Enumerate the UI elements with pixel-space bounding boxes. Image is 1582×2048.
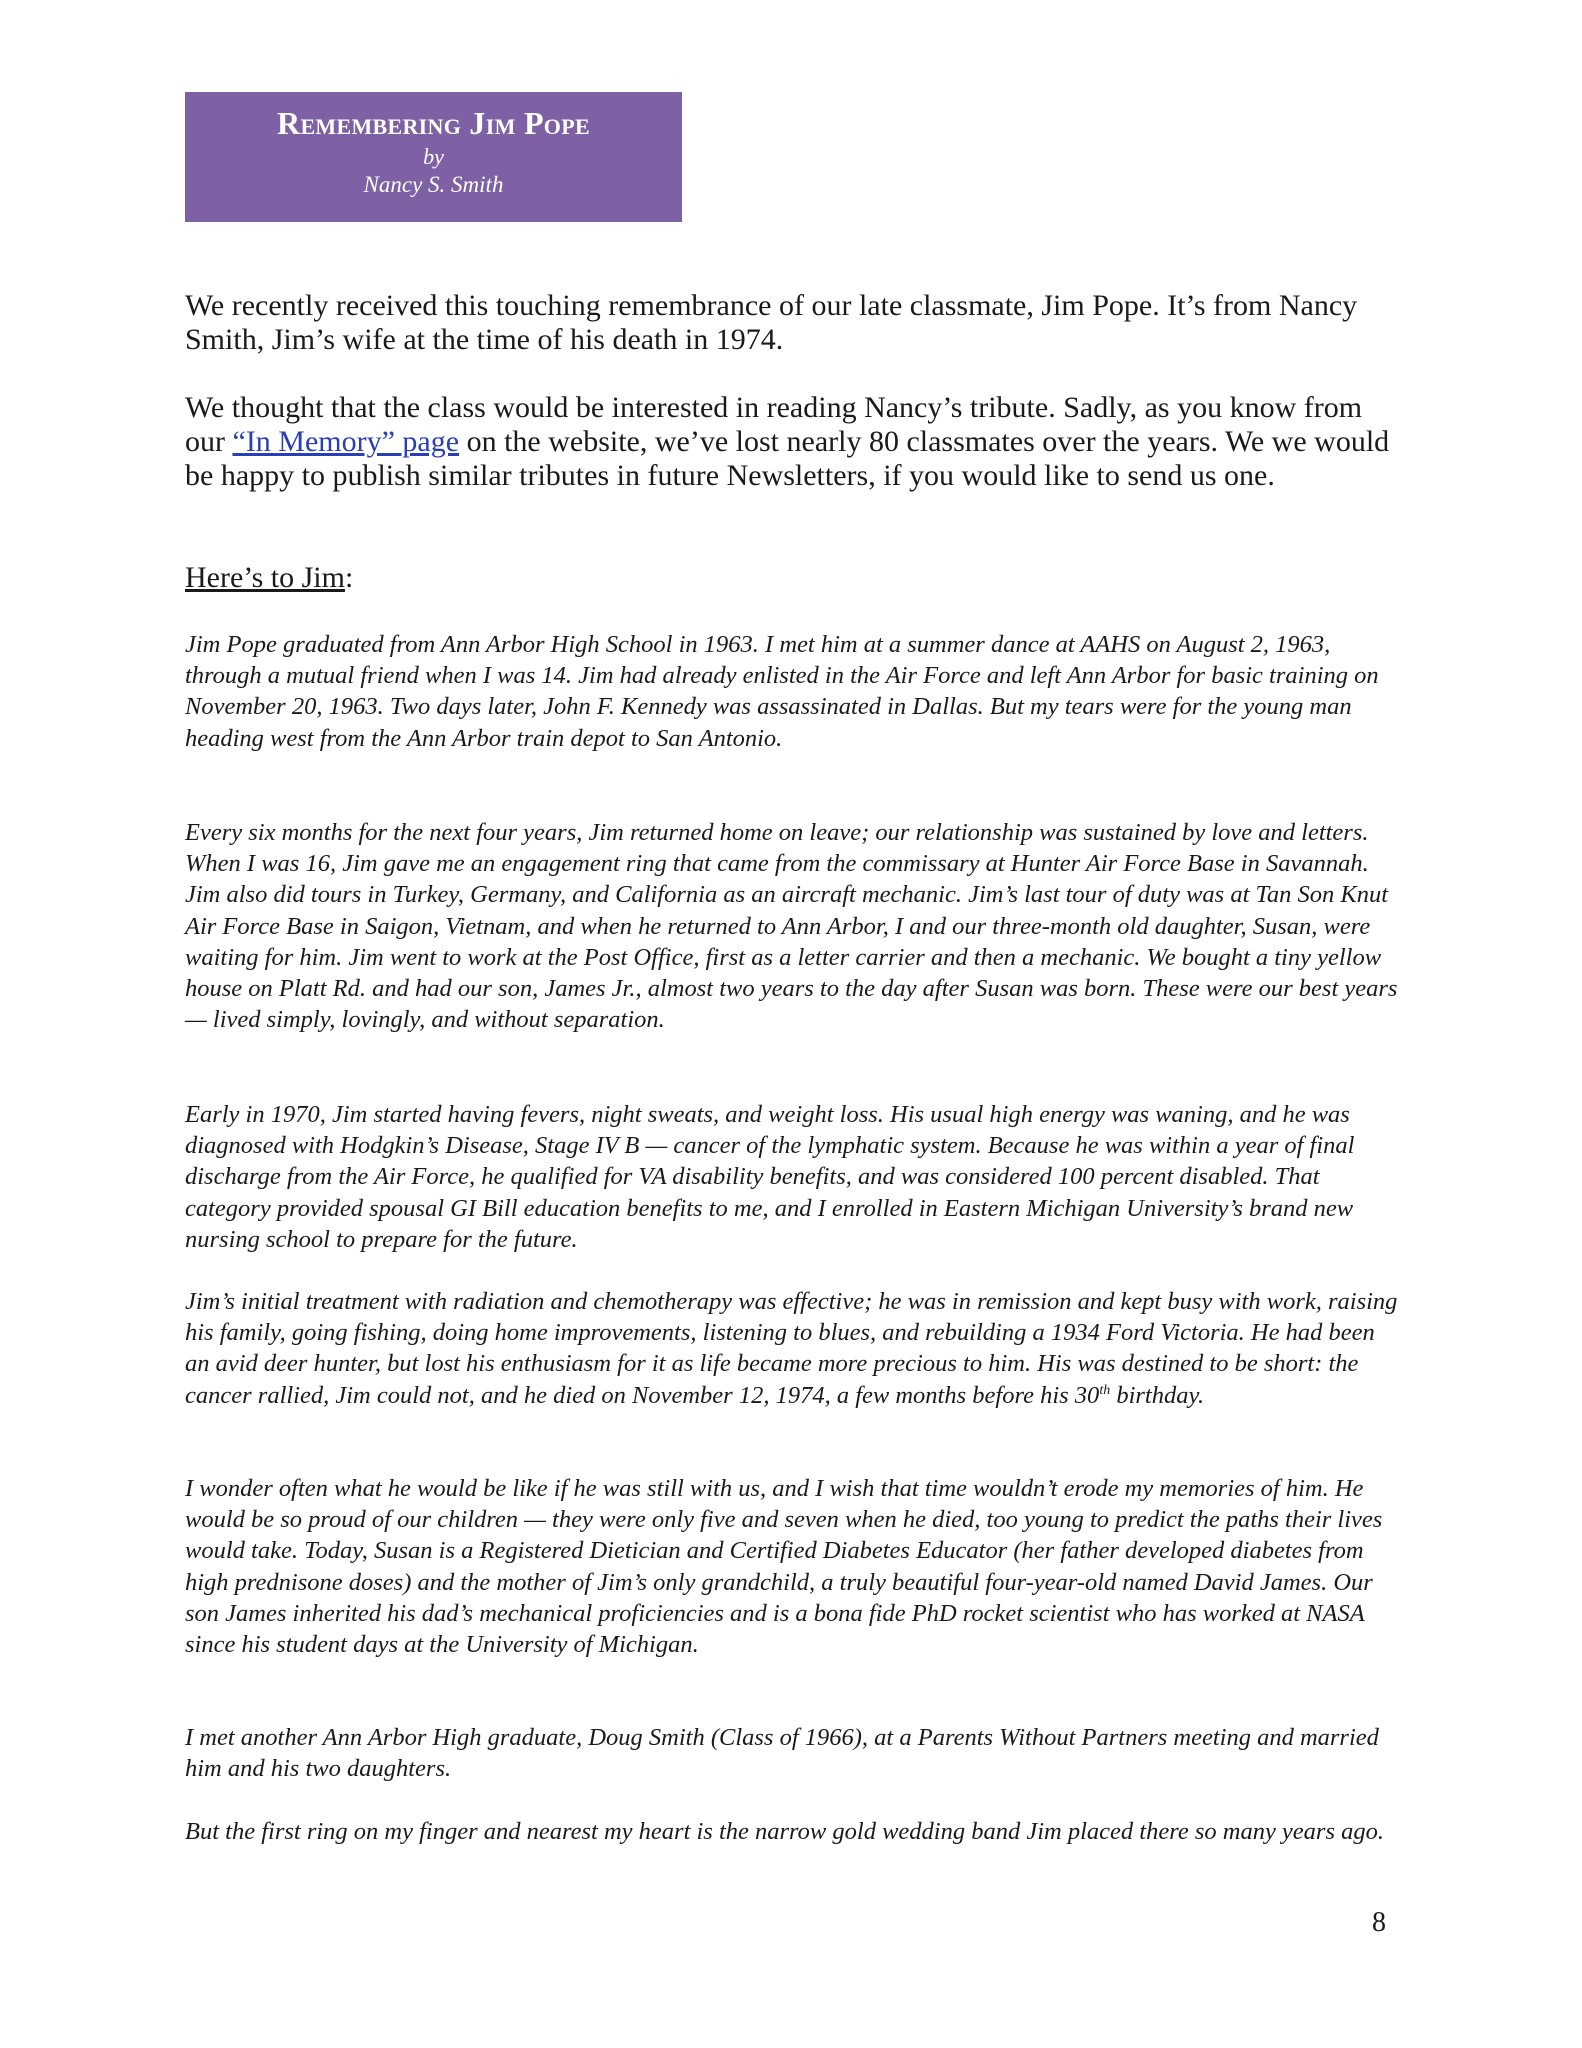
intro-text-before-link: We thought that the class would be interested in reading Nancy’s tribute. Sadly, as you know from our <box>185 391 1363 458</box>
author-name: Nancy S. Smith <box>363 172 504 197</box>
tribute-paragraph-4 <box>185 1286 1405 1411</box>
tribute-paragraph-1: Jim Pope graduated from Ann Arbor High School in 1963. I met him at a summer dance at AAHS on August 2, 1963, through a mutual friend when I was 14. Jim had already enlisted in the Air Force and left Ann Arbor for basic training on November 20, 1963. Two days later, John F. Kennedy was assassinated in Dallas. But my tears were for the young man heading west from the Ann Arbor train depot to San Antonio. <box>185 631 1379 752</box>
page-number: 8 <box>1372 1907 1386 1938</box>
heres-to-jim-label: Here’s to Jim <box>185 561 345 594</box>
intro-paragraph-1: We recently received this touching remembrance of our late classmate, Jim Pope. It’s from Nancy Smith, Jim’s wife at the time of his death in 1974. <box>185 289 1358 356</box>
intro-text-after-link: on the website, we’ve lost nearly 80 classmates over the years. We we would be happy to publish similar tributes in future Newsletters, if you would like to send us one. <box>185 425 1390 492</box>
tribute-p4-text: Jim’s initial treatment with radiation and chemotherapy was effective; he was in remission and kept busy with work, raising his family, going fishing, doing home improvements, listening to blues, and rebuilding a 1934 Ford Victoria. He had been an avid deer hunter, but lost his enthusiasm for it as life became more precious to him. His was destined to be short: the cancer rallied, Jim could not, and he died on November 12, 1974, a few months before his 30 <box>185 1288 1398 1409</box>
article-title: Remembering Jim Pope <box>277 105 590 141</box>
heres-to-jim-heading <box>185 561 353 595</box>
tribute-paragraph-6: I met another Ann Arbor High graduate, Doug Smith (Class of 1966), at a Parents Without Partners meeting and married him and his two daughters. <box>185 1724 1379 1783</box>
in-memory-link[interactable]: “In Memory” page <box>232 425 460 458</box>
tribute-paragraph-3: Early in 1970, Jim started having fevers, night sweats, and weight loss. His usual high energy was waning, and he was diagnosed with Hodgkin’s Disease, Stage IV B — cancer of the lymphatic system. Because he was within a year of final discharge from the Air Force, he qualified for VA disability benefits, and was considered 100 percent disabled. That category provided spousal GI Bill education benefits to me, and I enrolled in Eastern Michigan University’s brand new nursing school to prepare for the future. <box>185 1101 1355 1253</box>
tribute-paragraph-7: But the first ring on my finger and nearest my heart is the narrow gold wedding band Jim placed there so many years ago. <box>185 1818 1385 1845</box>
heres-colon: : <box>344 561 354 594</box>
tribute-paragraph-5: I wonder often what he would be like if he was still with us, and I wish that time wouldn’t erode my memories of him. He would be so proud of our children — they were only five and seven when he died, too young to predict the paths their lives would take. Today, Susan is a Registered Dietician and Certified Diabetes Educator (her father developed diabetes from high prednisone doses) and the mother of Jim’s only grandchild, a truly beautiful four-year-old named David James. Our son James inherited his dad’s mechanical proficiencies and is a bona fide PhD rocket scientist who has worked at NASA since his student days at the University of Michigan. <box>185 1475 1383 1659</box>
tribute-paragraph-2: Every six months for the next four years, Jim returned home on leave; our relationship was sustained by love and letters. When I was 16, Jim gave me an engagement ring that came from the commissary at Hunter Air Force Base in Savannah. Jim also did tours in Turkey, Germany, and California as an aircraft mechanic. Jim’s last tour of duty was at Tan Son Knut Air Force Base in Saigon, Vietnam, and when he returned to Ann Arbor, I and our three-month old daughter, Susan, were waiting for him. Jim went to work at the Post Office, first as a letter carrier and then a mechanic. We bought a tiny yellow house on Platt Rd. and had our son, James Jr., almost two years to the day after Susan was born. These were our best years — lived simply, lovingly, and without separation. <box>185 819 1398 1034</box>
tribute-p4-end: birthday. <box>1110 1381 1205 1409</box>
byline-by: by <box>423 144 444 169</box>
ordinal-suffix: th <box>1099 1382 1111 1398</box>
intro-paragraph-2 <box>185 391 1400 493</box>
title-banner <box>185 92 682 222</box>
